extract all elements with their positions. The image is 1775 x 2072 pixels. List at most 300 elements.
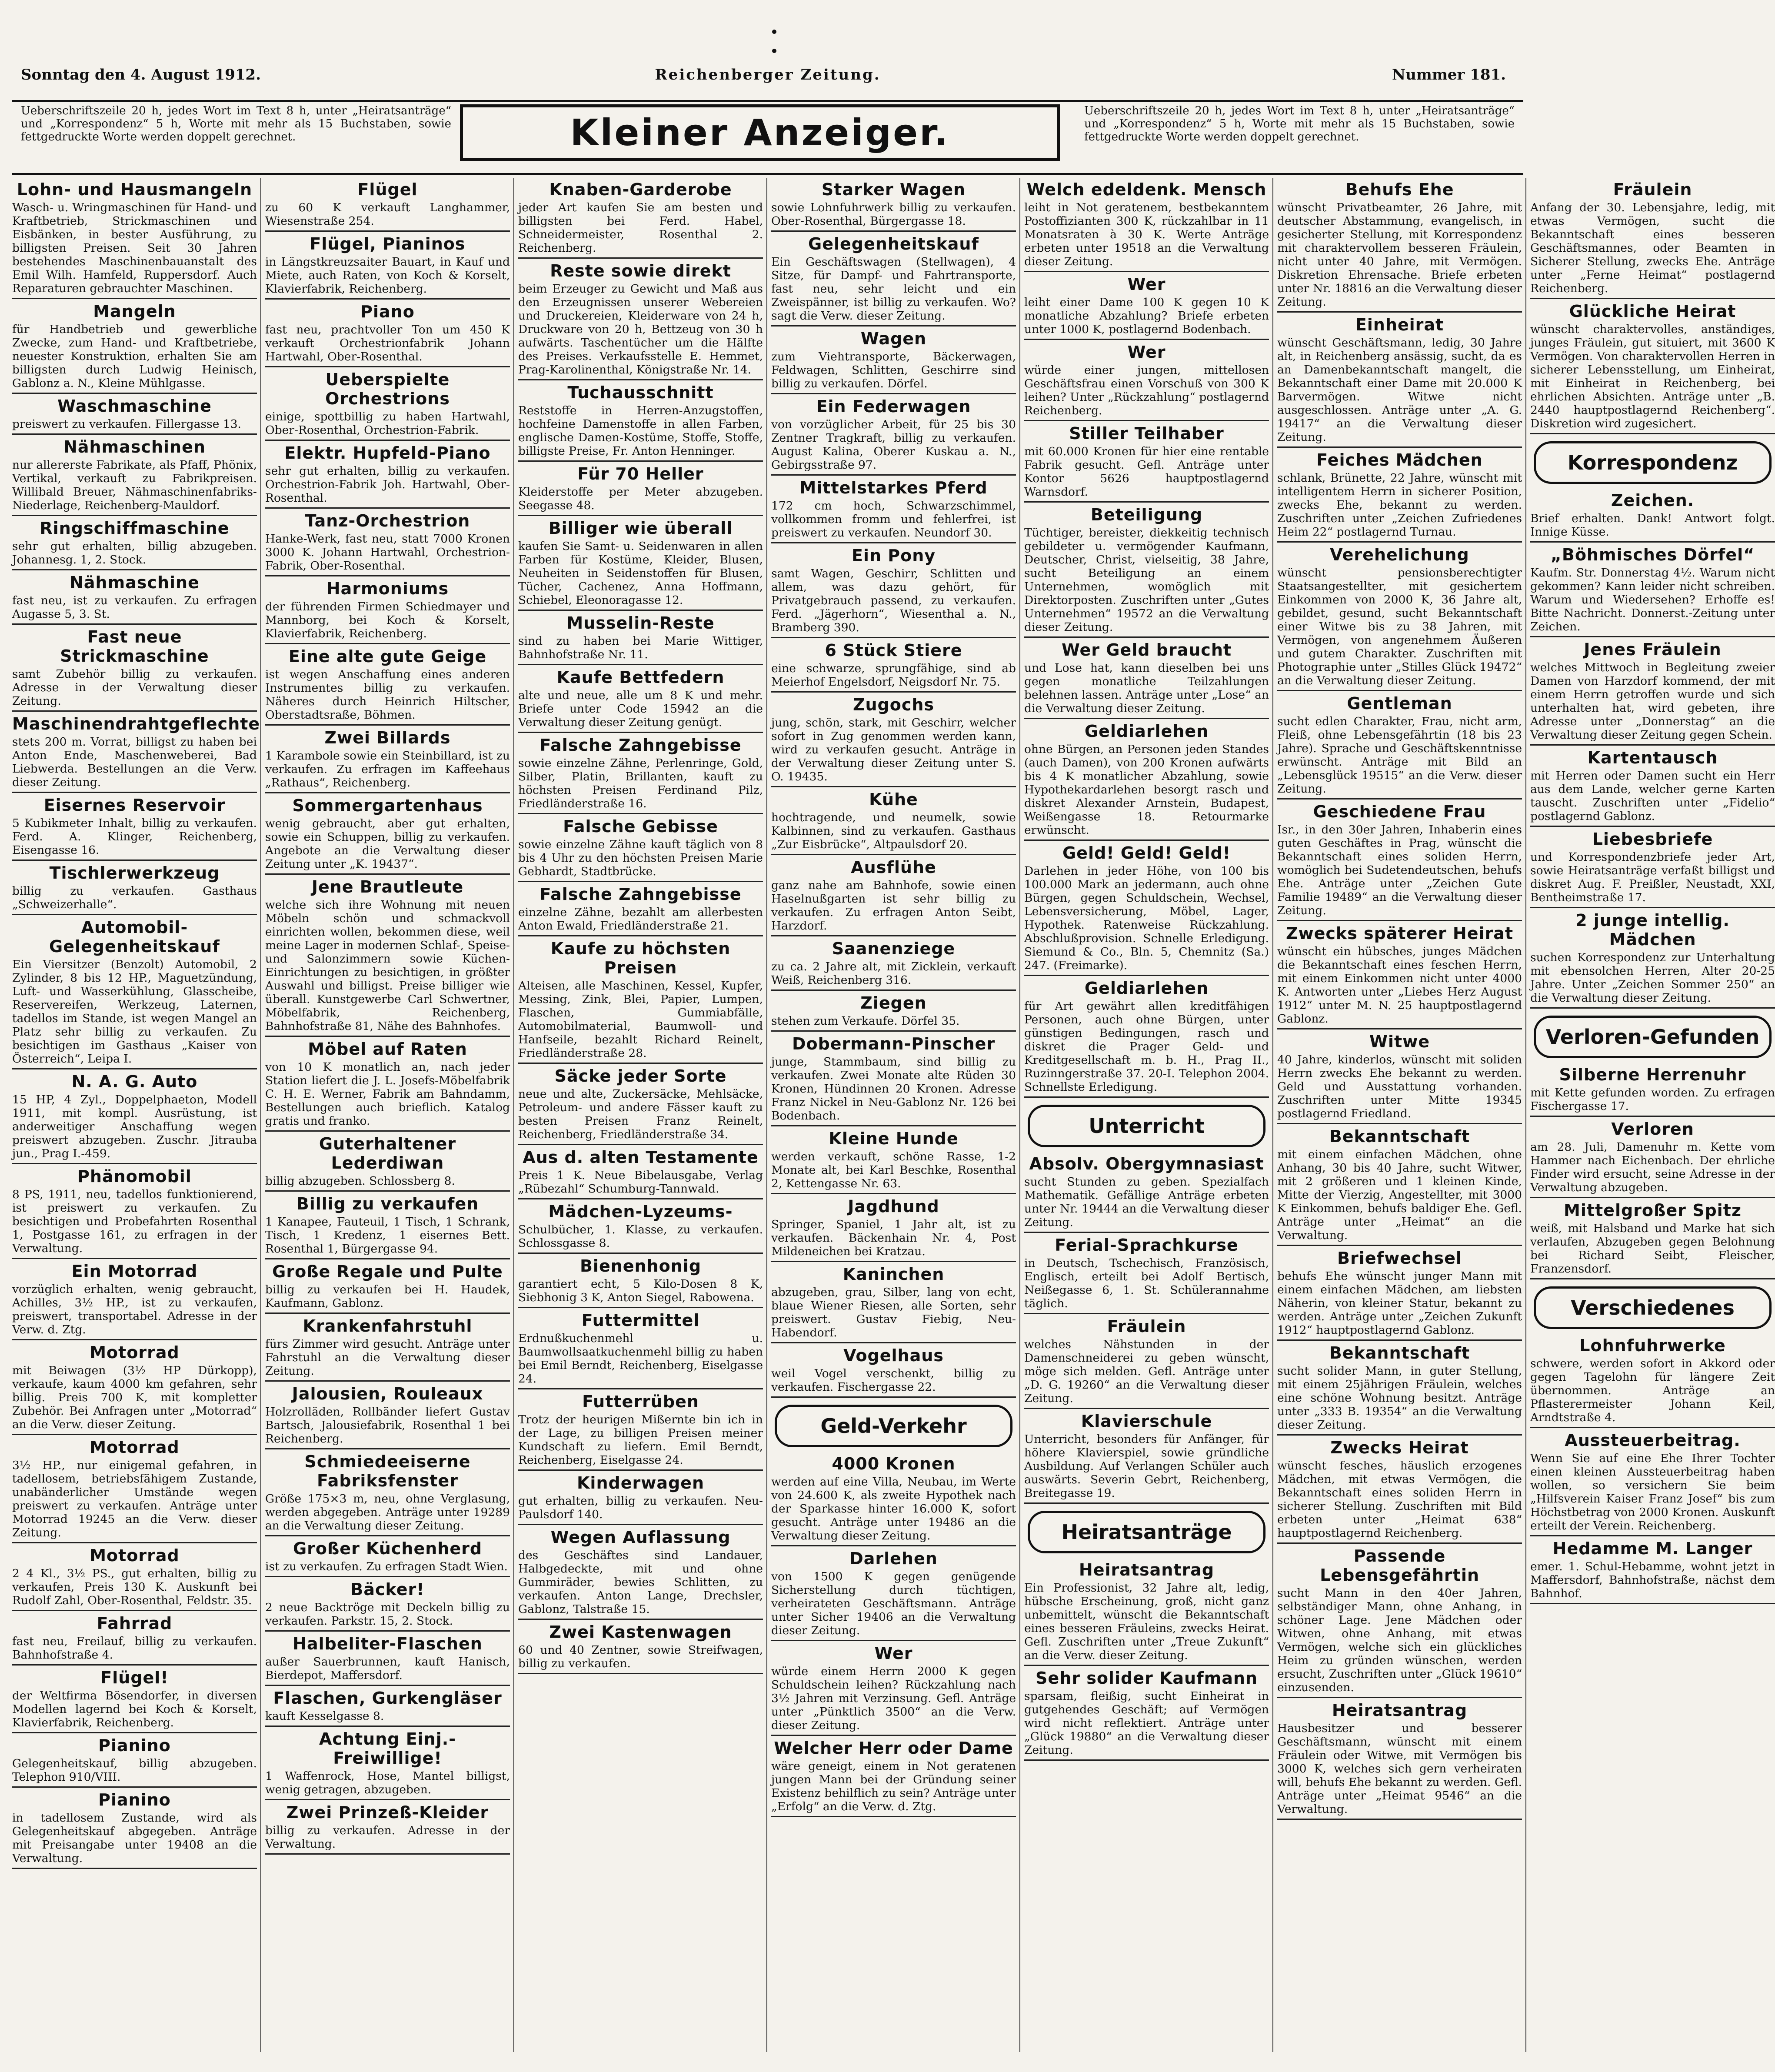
ad-text: hochtragende, und neumelk, sowie Kalbinnen, sind zu verkaufen. Gasthaus „Zur Eisbrücke“, Altpaulsdorf 20. [771, 811, 1016, 851]
ad-text: alte und neue, alle um 8 K und mehr. Briefe unter Code 15942 an die Verwaltung dieser Zeitung genügt. [518, 689, 763, 729]
classified-ad [771, 939, 1016, 991]
ad-title: Ziegen [860, 993, 927, 1013]
column-divider [766, 178, 767, 2052]
ad-text: wünscht Geschäftsmann, ledig, 30 Jahre alt, in Reichenberg ansässig, sucht, da es an Damenbekanntschaft mangelt, die Bekanntschaft einer Dame mit 20.000 K Barvermögen. Witwe nicht ausgeschlossen. Anträge unter „A. G. 19417“ an die Verwaltung dieser Zeitung. [1277, 336, 1522, 444]
ad-text: welches Mittwoch in Begleitung zweier Damen von Harzdorf kommend, der mit einem Herrn getroffen wurde und sich unterhalten hat, wird gebeten, ihre Adresse unter „Donnerstag“ an die Verwaltung dieser Zeitung gegen Schein. [1530, 661, 1775, 742]
ad-text: einige, spottbillig zu haben Hartwahl, Ober-Rosenthal, Orchestrion-Fabrik. [265, 410, 510, 437]
newspaper-page [12, 26, 1775, 2061]
ad-text: ohne Bürgen, an Personen jeden Standes (auch Damen), von 200 Kronen aufwärts bis 4 K monatlicher Abzahlung, sowie Hypothekardarlehen besorgt rasch und diskret Alexander Arnstein, Budapest, Weißengasse 18. Retourmarke erwünscht. [1024, 743, 1269, 837]
ad-title: Bäcker! [350, 1580, 425, 1599]
ad-title: Wagen [860, 329, 927, 348]
ad-title: Musselin-Reste [566, 613, 715, 633]
ad-title: Kleine Hunde [829, 1129, 959, 1148]
ad-text: 3½ HP., nur einigemal gefahren, in tadellosem, betriebsfähigem Zustande, unabänderlicher Umstände wegen preiswert zu verkaufen. Anträge unter Motorrad 19245 an die Verw. dieser Zeitung. [12, 1459, 257, 1539]
classified-ad [1530, 1119, 1775, 1198]
classified-ad [12, 1072, 257, 1164]
ad-title: Jene Brautleute [311, 877, 464, 896]
ad-text: Ein Geschäftswagen (Stellwagen), 4 Sitze, für Dampf- und Fahrtransporte, fast neu, sehr leicht und ein Zweispänner, ist billig zu verkaufen. Wo? sagt die Verw. dieser Zeitung. [771, 255, 1016, 323]
category-heading-label: Heiratsanträge [1061, 1520, 1232, 1544]
ad-text: außer Sauerbrunnen, kauft Hanisch, Bierdepot, Maffersdorf. [265, 1655, 510, 1682]
ad-text: sowie einzelne Zähne, Perlenringe, Gold, Silber, Platin, Brillanten, kauft zu höchsten Preisen Ferdinand Pilz, Friedländerstraße 16. [518, 756, 763, 810]
ad-title: Kaninchen [843, 1265, 945, 1284]
ad-title: Zwecks späterer Heirat [1285, 924, 1514, 943]
classified-ad [771, 1034, 1016, 1126]
classified-ad [518, 817, 763, 882]
classified-ad [265, 443, 510, 509]
classified-ad [1024, 722, 1269, 841]
ad-text: Anfang der 30. Lebensjahre, ledig, mit etwas Vermögen, sucht die Bekanntschaft eines besseren Geschäftsmannes, oder Beamten in Sicherer Stellung, zwecks Ehe. Anträge unter „Ferne Heimat“ postlagernd Reichenberg. [1530, 201, 1775, 295]
ad-text: 2 4 Kl., 3½ PS., gut erhalten, billig zu verkaufen, Preis 130 K. Auskunft bei Rudolf Zahl, Ober-Rosenthal, Feldstr. 35. [12, 1567, 257, 1607]
rates-notice-right: Ueberschriftszeile 20 h, jedes Wort im Text 8 h, unter „Heiratsanträge“ und „Korrespondenz“ 5 h, Worte mit mehr als 15 Buchstaben, sowie fettgedruckte Worte werden doppelt gerechnet. [1084, 104, 1515, 143]
classified-ad [518, 1311, 763, 1389]
ad-title: Darlehen [849, 1549, 938, 1568]
ad-text: garantiert echt, 5 Kilo-Dosen 8 K, Siebhonig 3 K, Anton Siegel, Rabowena. [518, 1277, 763, 1304]
ad-text: Ein Viersitzer (Benzolt) Automobil, 2 Zylinder, 8 bis 12 HP., Maguetzündung, Luft- und Wasserkühlung, Glasscheibe, Reservereifen, Werkzeug, Laternen, tadellos im Stande, ist wegen Mangel an Platz sehr billig zu verkaufen. Zu besichtigen im Gasthaus „Kaiser von Österreich“, Leipa I. [12, 958, 257, 1066]
ad-title: Zwei Billards [324, 728, 451, 747]
ad-text: werden verkauft, schöne Rasse, 1-2 Monate alt, bei Karl Beschke, Rosenthal 2, Kettengasse Nr. 63. [771, 1150, 1016, 1190]
ad-title: Silberne Herrenuhr [1559, 1065, 1746, 1084]
classified-ad [1024, 505, 1269, 638]
ad-text: 15 HP, 4 Zyl., Doppelphaeton, Modell 1911, mit kompl. Ausrüstung, ist anderweitiger Anschaffung wegen preiswert abzugeben. Zuschr. Jitrauba jun., Prag I.-459. [12, 1093, 257, 1160]
classified-ad [1530, 302, 1775, 434]
ad-title: Flaschen, Gurkengläser [273, 1689, 502, 1708]
classified-ad [1530, 911, 1775, 1009]
ad-text: wünscht fesches, häuslich erzogenes Mädchen, mit etwas Vermögen, die Bekanntschaft eines soliden Herrn in sicherer Stellung. Zuschriften mit Bild erbeten unter „Heimat 638“ hauptpostlagernd Reichenberg. [1277, 1459, 1522, 1540]
ad-title: Ringschiffmaschine [40, 519, 230, 538]
ad-title: Pianino [98, 1736, 171, 1755]
ad-text: billig abzugeben. Schlossberg 8. [265, 1174, 455, 1188]
ad-text: vorzüglich erhalten, wenig gebraucht, Achilles, 3½ HP., ist zu verkaufen, preiswert, transportabel. Adresse in der Verw. d. Ztg. [12, 1283, 257, 1336]
classified-ad [518, 1256, 763, 1308]
ad-text: Trotz der heurigen Mißernte bin ich in der Lage, zu billigen Preisen meiner Kundschaft zu liefern. Emil Berndt, Reichenberg, Eiselgasse 24. [518, 1413, 763, 1467]
ad-title: Jalousien, Rouleaux [292, 1384, 483, 1403]
ad-text: Gelegenheitskauf, billig abzugeben. Telephon 910/VIII. [12, 1757, 257, 1784]
classified-ad [12, 796, 257, 861]
classified-ad [518, 736, 763, 814]
ad-text: Kaufm. Str. Donnerstag 4½. Warum nicht gekommen? Kann leider nicht schreiben. Warum und Wiedersehen? Erhoffe es! Bitte Nachricht. Donnerst.-Zeitung unter Zeichen. [1530, 566, 1775, 633]
ad-title: Saanenziege [832, 939, 956, 958]
ad-text: welche sich ihre Wohnung mit neuen Möbeln schön und schmackvoll einrichten wollen, bekommen diese, weil meine Lager in modernen Schlaf-, Speise- und Salonzimmern sowie Küchen-Einrichtungen zu besichtigen, in größter Auswahl und billigst. Preise billiger wie überall. Kunstgewerbe Carl Schwertner, Möbelfabrik, Reichenberg, Bahnhofstraße 81, Nähe des Bahnhofes. [265, 898, 510, 1033]
classified-ad [771, 329, 1016, 394]
ad-title: Guterhaltener Lederdiwan [319, 1134, 456, 1173]
ad-title: Elektr. Hupfeld-Piano [284, 443, 491, 463]
classified-ad [518, 464, 763, 516]
ad-title: Motorrad [90, 1438, 180, 1457]
category-heading [1028, 1105, 1265, 1147]
ad-title: Tanz-Orchestrion [305, 511, 470, 530]
classified-ad [12, 519, 257, 570]
ad-text: eine schwarze, sprungfähige, sind ab Meierhof Engelsdorf, Neigsdorf Nr. 75. [771, 662, 1016, 689]
classified-ad [1277, 1546, 1522, 1698]
section-title-box [460, 104, 1060, 161]
ad-title: Ein Federwagen [816, 397, 971, 416]
ad-title: Verloren [1611, 1119, 1694, 1139]
ad-title: Jagdhund [848, 1197, 939, 1216]
ad-title: Feiches Mädchen [1316, 450, 1483, 470]
ad-title: Automobil-Gelegenheitskauf [49, 918, 220, 956]
ad-title: Falsche Zahngebisse [539, 885, 742, 904]
ad-text: mit Beiwagen (3½ HP Dürkopp), verkaufe, kaum 4000 km gefahren, sehr billig. Preis 700 K, mit kompletter Zubehör. Bei Anfragen unter „Motorrad“ an die Verw. dieser Zeitung. [12, 1364, 257, 1431]
ad-title: Glückliche Heirat [1569, 302, 1736, 321]
classified-ad [1277, 545, 1522, 691]
ad-text: 60 und 40 Zentner, sowie Streifwagen, billig zu verkaufen. [518, 1643, 763, 1670]
ad-title: Geschiedene Frau [1313, 802, 1486, 821]
classified-ad [12, 1546, 257, 1611]
ad-title: Witwe [1369, 1032, 1430, 1051]
ad-text: zu 60 K verkauft Langhammer, Wiesenstraße 254. [265, 201, 510, 228]
classified-ad [1277, 802, 1522, 921]
ad-text: von 1500 K gegen genügende Sicherstellung durch tüchtigen, verheirateten Geschäftsmann. Anträge unter Sicher 19406 an die Verwaltung dieser Zeitung. [771, 1570, 1016, 1637]
ad-text: samt Wagen, Geschirr, Schlitten und allem, was dazu gehört, für Privatgebrauch passend, zu verkaufen. Ferd. „Jägerhorn“, Wiesenthal a. N., Bramberg 390. [771, 567, 1016, 634]
classified-ad [1277, 450, 1522, 543]
ad-title: Sommergartenhaus [292, 796, 483, 815]
classified-ad [12, 396, 257, 435]
ad-title: Aussteuerbeitrag. [1565, 1431, 1741, 1450]
ad-text: Springer, Spaniel, 1 Jahr alt, ist zu verkaufen. Bäckenhain Nr. 4, Post Mildeneichen bei Kratzau. [771, 1218, 1016, 1258]
classified-ad [518, 383, 763, 462]
classified-ad [265, 1729, 510, 1800]
ad-text: behufs Ehe wünscht junger Mann mit einem einfachen Mädchen, am liebsten Näherin, von kleiner Statur, bekannt zu werden. Anträge unter „Zeichen Zukunft 1912“ hauptpostlagernd Gablonz. [1277, 1269, 1522, 1337]
classified-ad [1277, 315, 1522, 448]
classified-ad [518, 519, 763, 611]
ad-text: ist wegen Anschaffung eines anderen Instrumentes billig zu verkaufen. Näheres durch Heinrich Hiltscher, Oberstadtsraße, Böhmen. [265, 668, 510, 722]
ad-title: Zugochs [853, 695, 935, 714]
ad-title: Kaufe zu höchsten Preisen [550, 939, 731, 977]
ad-text: der Weltfirma Bösendorfer, in diversen Modellen lagernd bei Koch & Korselt, Klavierfabrik, Reichenberg. [12, 1689, 257, 1729]
ad-title: Zeichen. [1611, 491, 1695, 510]
ad-text: sucht Mann in den 40er Jahren, selbständiger Mann, ohne Anhang, in schöner Lage. Jene Mädchen oder Witwen, ohne Anhang, mit etwas Vermögen, welche sich ein glückliches Heim zu gründen wünschen, werden ersucht, Zuschriften unter „Glück 19610“ einzusenden. [1277, 1586, 1522, 1694]
ad-title: Piano [360, 302, 415, 321]
classified-ad [12, 437, 257, 516]
ad-text: Größe 175×3 m, neu, ohne Verglasung, werden abgegeben. Anträge unter 19289 an die Verwaltung dieser Zeitung. [265, 1492, 510, 1532]
classified-ad [518, 1473, 763, 1525]
ad-title: Kaufe Bettfedern [556, 668, 725, 687]
classified-ad [1530, 1336, 1775, 1428]
ad-text: einzelne Zähne, bezahlt am allerbesten Anton Ewald, Friedländerstraße 21. [518, 906, 763, 933]
ad-title: Futtermittel [581, 1311, 700, 1330]
ad-title: Zwecks Heirat [1330, 1438, 1469, 1457]
ad-text: fast neu, ist zu verkaufen. Zu erfragen Augasse 5, 3. St. [12, 594, 257, 621]
ad-text: abzugeben, grau, Silber, lang von echt, blaue Wiener Riesen, alle Sorten, sehr preiswert. Gustav Fiebig, Neu-Habendorf. [771, 1286, 1016, 1339]
ad-column-3 [518, 178, 763, 2052]
ad-text: 1 Karambole sowie ein Steinbillard, ist zu verkaufen. Zu erfragen im Kaffeehaus „Rathaus“, Reichenberg. [265, 749, 510, 789]
ad-text: Darlehen in jeder Höhe, von 100 bis 100.000 Mark an jedermann, auch ohne Bürgen, gegen Schuldschein, Wechsel, Lebensversicherung, Möbel, Lager, Hypothek. Ratenweise Rückzahlung. Abschlußprovision. Schnelle Erledigung. Siemund & Co., Bln. 5, Chemnitz (Sa.) 247. (Freimarke). [1024, 864, 1269, 972]
ad-text: billig zu verkaufen. Gasthaus „Schweizerhalle“. [12, 884, 257, 911]
ad-text: 40 Jahre, kinderlos, wünscht mit soliden Herrn zwecks Ehe bekannt zu werden. Geld und Ausstattung vorhanden. Zuschriften unter Mitte 19345 postlagernd Friedland. [1277, 1053, 1522, 1120]
classified-ad [518, 1202, 763, 1254]
ad-text: leiht einer Dame 100 K gegen 10 K monatliche Abzahlung? Briefe erbeten unter 1000 K, postlagernd Bodenbach. [1024, 296, 1269, 336]
classified-ad [518, 939, 763, 1064]
ad-text: junge, Stammbaum, sind billig zu verkaufen. Zwei Monate alte Rüden 30 Kronen, Hündinnen 20 Kronen. Adresse Franz Nickel in Neu-Gablonz Nr. 126 bei Bodenbach. [771, 1055, 1016, 1123]
ad-title: Tischlerwerkzeug [49, 863, 220, 883]
rates-notice-left: Ueberschriftszeile 20 h, jedes Wort im Text 8 h, unter „Heiratsanträge“ und „Korrespondenz“ 5 h, Worte mit mehr als 15 Buchstaben, sowie fettgedruckte Worte werden doppelt gerechnet. [21, 104, 451, 143]
classified-ad [518, 1622, 763, 1674]
column-divider [260, 178, 261, 2052]
ad-text: Reststoffe in Herren-Anzugstoffen, hochfeine Damenstoffe in allen Farben, englische Damen-Kostüme, Stoffe, Stoffe, billigste Preise, Fr. Anton Henninger. [518, 404, 763, 458]
ad-text: fast neu, Freilauf, billig zu verkaufen. Bahnhofstraße 4. [12, 1635, 257, 1662]
ad-title: Liebesbriefe [1592, 829, 1713, 849]
ad-column-5 [1024, 178, 1269, 2052]
ad-title: Möbel auf Raten [308, 1039, 467, 1059]
classified-ad [771, 1129, 1016, 1194]
classified-ad [12, 1790, 257, 1869]
classified-ad [1024, 343, 1269, 421]
ad-text: schwere, werden sofort in Akkord oder gegen Tagelohn für längere Zeit übernommen. Anträge an Pflasterermeister Johann Keil, Arndtstraße 4. [1530, 1357, 1775, 1424]
classified-ad [1277, 924, 1522, 1029]
column-divider [513, 178, 514, 2052]
classified-ad [1024, 979, 1269, 1098]
ad-title: Bekanntschaft [1329, 1127, 1470, 1146]
classified-ad [1277, 1438, 1522, 1544]
ad-text: in Längstkreuzsaiter Bauart, in Kauf und Miete, auch Raten, von Koch & Korselt, Klavierfabrik, Reichenberg. [265, 255, 510, 296]
ad-title: Mittelstarkes Pferd [799, 478, 988, 497]
category-heading-label: Unterricht [1089, 1114, 1205, 1138]
classified-ad [518, 1148, 763, 1199]
ad-text: leiht in Not geratenem, bestbekanntem Postoffizianten 300 K, rückzahlbar in 11 Monatsraten à 30 K. Werte Anträge erbeten unter 19518 an die Verwaltung dieser Zeitung. [1024, 201, 1269, 268]
ad-text: preiswert zu verkaufen. Fillergasse 13. [12, 417, 241, 431]
ad-text: Holzrolläden, Rollbänder liefert Gustav Bartsch, Jalousiefabrik, Rosenthal 1 bei Reichenberg. [265, 1405, 510, 1446]
ad-text: sparsam, fleißig, sucht Einheirat in gutgehendes Geschäft; auf Vermögen wird nicht reflektiert. Anträge unter „Glück 19880“ an die Verwaltung dieser Zeitung. [1024, 1689, 1269, 1757]
ad-title: Wegen Auflassung [550, 1528, 731, 1547]
ad-text: für Art gewährt allen kreditfähigen Personen, auch ohne Bürgen, unter günstigen Bedingungen, rasch und diskret die Prager Geld- und Kreditgesellschaft m. b. H., Prag II., Ruzinngerstraße 37. 20-I. Telephon 2004. Schnellste Erledigung. [1024, 999, 1269, 1094]
ad-text: in tadellosem Zustande, wird als Gelegenheitskauf abgegeben. Anträge mit Preisangabe unter 19408 an die Verwaltung. [12, 1811, 257, 1865]
classified-ad [771, 1454, 1016, 1546]
classified-ad [265, 1039, 510, 1132]
ad-column-1 [12, 178, 260, 2052]
ad-title: Ein Motorrad [71, 1262, 198, 1281]
classified-ad [1024, 640, 1269, 719]
ad-column-7 [1530, 178, 1775, 2052]
classified-ad [518, 668, 763, 733]
classified-ad [12, 1736, 257, 1788]
ad-title: Knaben-Garderobe [549, 180, 732, 199]
ad-title: 6 Stück Stiere [825, 641, 962, 660]
ad-title: Jenes Fräulein [1584, 640, 1722, 659]
ad-text: würde einem Herrn 2000 K gegen Schuldschein leihen? Rückzahlung nach 3½ Jahren mit Verzinsung. Gefl. Anträge unter „Pünktlich 3500“ an die Verw. dieser Zeitung. [771, 1665, 1016, 1732]
ad-title: Mittelgroßer Spitz [1564, 1201, 1742, 1220]
classified-ad [518, 1528, 763, 1620]
classified-ad [771, 1549, 1016, 1641]
ad-text: Unterricht, besonders für Anfänger, für höhere Klavierspiel, sowie gründliche Ausbildung. Auf Verlangen Schüler auch auswärts. Severin Gebrt, Reichenberg, Breitegasse 19. [1024, 1432, 1269, 1500]
ad-text: kaufen Sie Samt- u. Seidenwaren in allen Farben für Kostüme, Kleider, Blusen, Neuheiten in Seidenstoffen für Blusen, Tücher, Cachenez, Anna Hoffmann, Schiebel, Eleonoragasse 12. [518, 540, 763, 607]
ad-title: Wer [874, 1644, 913, 1663]
ad-text: billig zu verkaufen. Adresse in der Verwaltung. [265, 1824, 510, 1851]
ad-title: Kühe [869, 790, 918, 809]
classified-ad [265, 796, 510, 875]
classified-ad [265, 1634, 510, 1686]
ad-text: Hausbesitzer und besserer Geschäftsmann, wünscht mit einem Fräulein oder Witwe, mit Vermögen bis 3000 K, welches sich gern verheiraten will, behufs Ehe bekannt zu werden. Gefl. Anträge unter „Heimat 9546“ an die Verwaltung. [1277, 1722, 1522, 1816]
classified-ad [771, 1265, 1016, 1343]
ad-title: Krankenfahrstuhl [303, 1316, 473, 1336]
ad-text: Kleiderstoffe per Meter abzugeben. Seegasse 48. [518, 485, 763, 512]
classified-ad [1530, 180, 1775, 299]
ad-text: 1 Waffenrock, Hose, Mantel billigst, wenig getragen, abzugeben. [265, 1769, 510, 1796]
classified-ad [771, 641, 1016, 693]
ad-title: Sehr solider Kaufmann [1036, 1669, 1258, 1688]
classified-ad [1277, 1032, 1522, 1124]
classified-ad [265, 1539, 510, 1577]
column-divider [1525, 178, 1526, 2052]
ad-column-4 [771, 178, 1016, 2052]
ad-title: Fast neue Strickmaschine [60, 627, 209, 666]
ad-title: Für 70 Heller [577, 464, 704, 483]
ad-title: Flügel! [100, 1668, 169, 1687]
category-heading-label: Verloren-Gefunden [1545, 1025, 1760, 1049]
ad-title: Aus d. alten Testamente [523, 1148, 759, 1167]
ad-title: Klavierschule [1081, 1412, 1212, 1431]
classified-ad [12, 627, 257, 712]
ad-text: Wasch- u. Wringmaschinen für Hand- und Kraftbetrieb, Strickmaschinen und Eisbänken, in bester Ausführung, zu billigsten Preisen. Seit 30 Jahren bestehendes Maschinenbauanstalt des Emil Wilh. Hamfeld, Ruppersdorf. Auch Reparaturen gebrauchter Maschinen. [12, 201, 257, 295]
classified-ad [1024, 1560, 1269, 1666]
ad-title: Großer Küchenherd [293, 1539, 483, 1558]
ad-text: Hanke-Werk, fast neu, statt 7000 Kronen 3000 K. Johann Hartwahl, Orchestrion-Fabrik, Ober-Rosenthal. [265, 532, 510, 573]
ad-text: ist zu verkaufen. Zu erfragen Stadt Wien. [265, 1560, 508, 1573]
ad-title: Billig zu verkaufen [296, 1194, 479, 1213]
ad-text: und Korrespondenzbriefe jeder Art, sowie Heiratsanträge verfaßt billigst und diskret Aug. F. Preißler, Neustadt, XXI, Bentheimstraße 17. [1530, 850, 1775, 904]
ad-title: Fahrrad [97, 1614, 173, 1633]
classified-ad [771, 180, 1016, 232]
ad-text: würde einer jungen, mittellosen Geschäftsfrau einen Vorschuß von 300 K leihen? Unter „Rückzahlung“ postlagernd Reichenberg. [1024, 363, 1269, 417]
ad-text: sucht solider Mann, in guter Stellung, mit einem 25jährigen Fräulein, welches eine schöne Wohnung besitzt. Anträge unter „333 B. 19354“ an die Verwaltung dieser Zeitung. [1277, 1364, 1522, 1432]
ad-text: sucht edlen Charakter, Frau, nicht arm, Fleiß, ohne Lebensgefährtin (18 bis 23 Jahre). Sprache und Geschäftskenntnisse erwünscht. Anträge mit Bild an „Lebensglück 19515“ an die Verw. dieser Zeitung. [1277, 715, 1522, 796]
classified-ad [1530, 1539, 1775, 1604]
classified-ad [265, 1262, 510, 1314]
ad-title: Einheirat [1355, 315, 1444, 334]
ad-text: mit einem einfachen Mädchen, ohne Anhang, 30 bis 40 Jahre, sucht Witwer, mit 2 größeren und 1 kleinen Kinde, Mitte der Vierzig, Angestellter, mit 3000 K Einkommen, behufs baldiger Ehe. Gefl. Anträge unter „Heimat“ an die Verwaltung. [1277, 1148, 1522, 1242]
ad-title: Phänomobil [77, 1167, 192, 1186]
ad-title: Mädchen-Lyzeums- [548, 1202, 733, 1221]
classified-ad [1530, 491, 1775, 543]
ad-text: sucht Stunden zu geben. Spezialfach Mathematik. Gefällige Anträge erbeten unter Nr. 19444 an die Verwaltung dieser Zeitung. [1024, 1175, 1269, 1229]
classified-ad [1277, 180, 1522, 313]
classified-ad [1530, 640, 1775, 746]
classified-ad [771, 1739, 1016, 1817]
ad-title: Nähmaschine [70, 573, 200, 592]
ad-title: 2 junge intellig. Mädchen [1575, 911, 1730, 949]
ad-text: von 10 K monatlich an, nach jeder Station liefert die J. L. Josefs-Möbelfabrik C. H. E. Werner, Fabrik am Bahndamm, Bestellungen auch brieflich. Katalog gratis und franko. [265, 1060, 510, 1128]
ad-text: 1 Kanapee, Fauteuil, 1 Tisch, 1 Schrank, Tisch, 1 Kredenz, 1 eisernes Bett. Rosenthal 1, Bürgergasse 94. [265, 1215, 510, 1256]
classified-ad [771, 1644, 1016, 1736]
ad-title: Lohn- und Hausmangeln [17, 180, 253, 199]
ad-text: Preis 1 K. Neue Bibelausgabe, Verlag „Rübezahl“ Schumburg-Tannwald. [518, 1169, 763, 1196]
ad-title: Ueberspielte Orchestrions [325, 370, 450, 408]
classified-ad [1277, 1701, 1522, 1820]
ad-title: Große Regale und Pulte [272, 1262, 503, 1281]
classified-ad [12, 1438, 257, 1543]
ad-text: jung, schön, stark, mit Geschirr, welcher sofort in Zug genommen werden kann, wird zu verkaufen gesucht. Anträge in der Verwaltung dieser Zeitung unter S. O. 19435. [771, 716, 1016, 783]
classified-ad [771, 993, 1016, 1032]
ad-title: Zwei Prinzeß-Kleider [286, 1803, 489, 1822]
ad-text: neue und alte, Zuckersäcke, Mehlsäcke, Petroleum- und andere Fässer kauft zu besten Preisen Franz Reinelt, Reichenberg, Friedländerstraße 34. [518, 1087, 763, 1141]
ad-title: Stiller Teilhaber [1069, 424, 1224, 443]
classified-ad [771, 790, 1016, 855]
ad-title: Wer [1127, 343, 1166, 362]
ad-title: Heiratsantrag [1079, 1560, 1215, 1579]
classified-ad [771, 1346, 1016, 1398]
ad-title: Bekanntschaft [1329, 1343, 1470, 1362]
ad-text: zu ca. 2 Jahre alt, mit Zicklein, verkauft Weiß, Reichenberg 316. [771, 960, 1016, 987]
ad-title: Tuchausschnitt [567, 383, 714, 402]
classified-ad [265, 180, 510, 232]
ad-title: Futterrüben [582, 1392, 699, 1411]
ad-text: Wenn Sie auf eine Ehe Ihrer Tochter einen kleinen Aussteuerbeitrag haben wollen, so versichern Sie beim „Hilfsverein Kaiser Franz Josef“ bis zum Höchstbetrag von 2000 Kronen. Auskunft erteilt der Verein. Reichenberg. [1530, 1452, 1775, 1532]
ad-text: Schulbücher, 1. Klasse, zu verkaufen. Schlossgasse 8. [518, 1223, 763, 1250]
classified-ad [1530, 829, 1775, 908]
classified-ad [771, 397, 1016, 476]
classified-ad [1024, 843, 1269, 976]
ad-title: Geldiarlehen [1084, 722, 1209, 741]
ad-text: in Deutsch, Tschechisch, Französisch, Englisch, erteilt bei Adolf Bertisch, Neißegasse 6, 1. St. Schülerannahme täglich. [1024, 1256, 1269, 1310]
ad-text: sowie einzelne Zähne kauft täglich von 8 bis 4 Uhr zu den höchsten Preisen Marie Gebhardt, Stadtbrücke. [518, 838, 763, 878]
classified-ad [265, 579, 510, 644]
ad-title: Ferial-Sprachkurse [1055, 1236, 1239, 1255]
classified-ad [265, 1194, 510, 1259]
ad-text: weiß, mit Halsband und Marke hat sich verlaufen, Abzugeben gegen Belohnung bei Richard Seibt, Fleischer, Franzensdorf. [1530, 1222, 1775, 1276]
ad-title: Maschinendrahtgeflechte [12, 714, 260, 733]
ad-text: mit 60.000 Kronen für hier eine rentable Fabrik gesucht. Gefl. Anträge unter Kontor 5626 hauptpostlagernd Warnsdorf. [1024, 445, 1269, 499]
classified-ad [1024, 1317, 1269, 1409]
ad-text: des Geschäftes sind Landauer, Halbgedeckte, mit und ohne Gummiräder, bewies Schlitten, zu verkaufen. Anton Lange, Drechsler, Gablonz, Talstraße 15. [518, 1549, 763, 1616]
ad-title: N. A. G. Auto [71, 1072, 198, 1091]
ad-text: Isr., in den 30er Jahren, Inhaberin eines guten Geschäftes in Prag, wünscht die Bekanntschaft eines soliden Herrn, womöglich bei Sudetendeutschen, behufs Ehe. Anträge unter „Zeichen Gute Familie 19489“ an die Verwaltung dieser Zeitung. [1277, 823, 1522, 917]
classified-ad [12, 1262, 257, 1340]
ad-title: Falsche Zahngebisse [539, 736, 742, 755]
ad-title: Welch edeldenk. Mensch [1026, 180, 1267, 199]
ad-title: Lohnfuhrwerke [1579, 1336, 1726, 1355]
category-heading-label: Geld-Verkehr [820, 1414, 967, 1438]
ad-text: gut erhalten, billig zu verkaufen. Neu-Paulsdorf 140. [518, 1494, 763, 1521]
ad-text: stehen zum Verkaufe. Dörfel 35. [771, 1014, 960, 1028]
ad-text: wünscht ein hübsches, junges Mädchen die Bekanntschaft eines feschen Herrn, mit einem Einkommen nicht unter 4000 K. Antworten unter „Liebes Herz August 1912“ unter M. N. 25 hauptpostlagernd Gablonz. [1277, 945, 1522, 1026]
classified-ad [518, 261, 763, 380]
ad-title: Säcke jeder Sorte [554, 1066, 727, 1086]
classified-ad [1277, 1249, 1522, 1341]
ad-text: fast neu, prachtvoller Ton um 450 K verkauft Orchestrionfabrik Johann Hartwahl, Ober-Rosenthal. [265, 323, 510, 363]
ad-title: Briefwechsel [1337, 1249, 1462, 1268]
ad-text: kauft Kesselgasse 8. [265, 1709, 384, 1723]
ad-title: Wer Geld braucht [1061, 640, 1232, 660]
ad-text: wenig gebraucht, aber gut erhalten, sowie ein Schuppen, billig zu verkaufen. Angebote an die Verwaltung dieser Zeitung unter „K. 19437“. [265, 817, 510, 871]
ad-title: Pianino [98, 1790, 171, 1809]
classified-ad [12, 863, 257, 915]
classified-ad [1024, 424, 1269, 503]
classified-ad [518, 1066, 763, 1145]
classified-ad [771, 234, 1016, 326]
ad-title: Kinderwagen [576, 1473, 704, 1492]
classified-ad [518, 613, 763, 665]
classified-ad [1024, 1154, 1269, 1233]
ad-title: Harmoniums [326, 579, 449, 598]
ad-title: „Böhmisches Dörfel“ [1550, 545, 1755, 564]
classified-ad [265, 877, 510, 1037]
classified-ad [265, 1134, 510, 1192]
ad-text: ganz nahe am Bahnhofe, sowie einen Haselnußgarten ist sehr billig zu verkaufen. Zu erfragen Anton Seibt, Harzdorf. [771, 879, 1016, 933]
classified-ad [265, 1452, 510, 1536]
ad-text: mit Herren oder Damen sucht ein Herr aus dem Lande, welcher gerne Karten tauscht. Zuschriften unter „Fidelio“ postlagernd Gablonz. [1530, 769, 1775, 823]
ad-text: der führenden Firmen Schiedmayer und Mannborg, bei Koch & Korselt, Klavierfabrik, Reichenberg. [265, 600, 510, 640]
ad-title: Motorrad [90, 1546, 180, 1565]
ad-title: Kartentausch [1587, 748, 1718, 767]
classified-ad [265, 1580, 510, 1632]
classified-ad [12, 302, 257, 394]
ad-text: von vorzüglicher Arbeit, für 25 bis 30 Zentner Tragkraft, billig zu verkaufen. August Kalina, Oberer Kuskau a. N., Gebirgsstraße 97. [771, 418, 1016, 472]
ad-text: nur allererste Fabrikate, als Pfaff, Phönix, Vertikal, verkauft zu Fabrikpreisen. Willibald Breuer, Nähmaschinenfabriks-Niederlage, Reichenberg-Mauldorf. [12, 458, 257, 512]
classified-ad [518, 180, 763, 259]
classified-ad [518, 885, 763, 936]
classified-ad [1530, 1201, 1775, 1279]
ad-text: schlank, Brünette, 22 Jahre, wünscht mit intelligentem Herrn in sicherer Position, zwecks Ehe, bekannt zu werden. Zuschriften unter „Zeichen Zufriedenes Heim 22“ postlagernd Turnau. [1277, 471, 1522, 539]
ad-title: Fräulein [1613, 180, 1692, 199]
